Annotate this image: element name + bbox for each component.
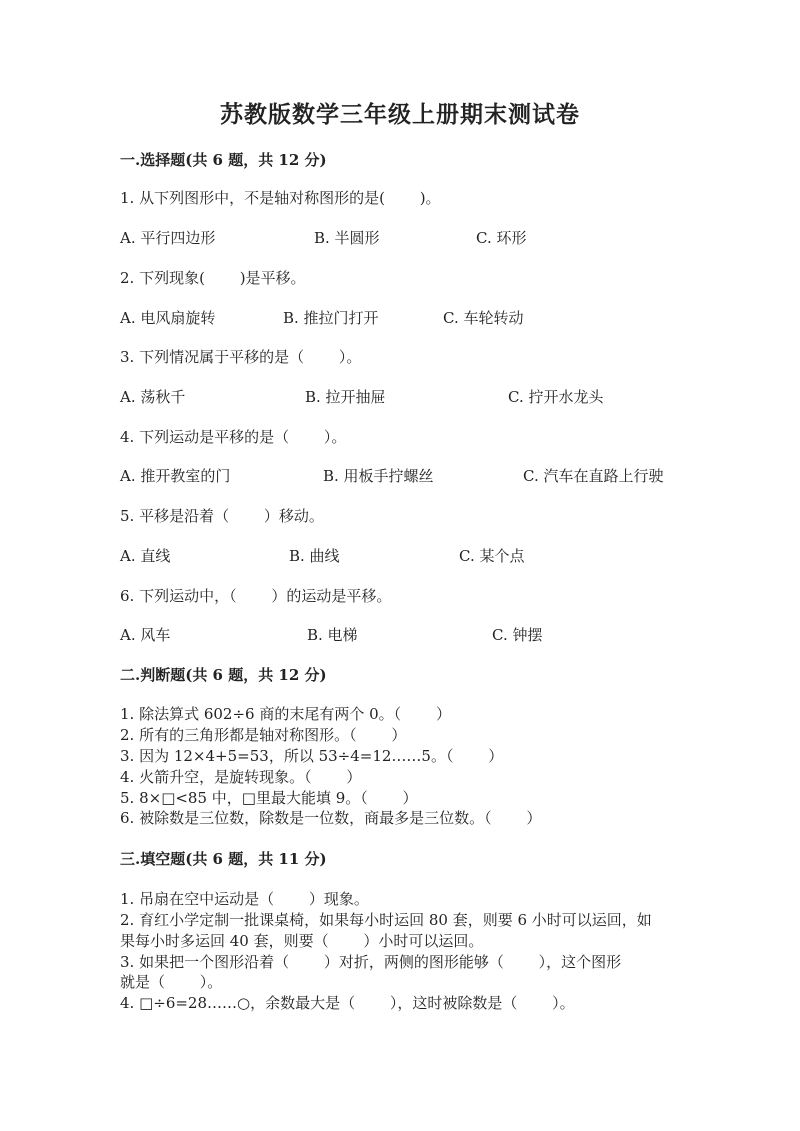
fill-blank-line-2: 2. 育红小学定制一批课桌椅，如果每小时运回 80 套，则要 6 小时可以运回，如 [120, 911, 652, 929]
page-title: 苏教版数学三年级上册期末测试卷 [220, 101, 580, 128]
question-4-option-b: B. 用板手拧螺丝 [323, 467, 434, 485]
question-2: 2. 下列现象( )是平移。 [120, 269, 306, 287]
question-2-option-c: C. 车轮转动 [443, 309, 524, 327]
fill-blank-line-6: 4. □÷6=28……○，余数最大是（ ），这时被除数是（ ）。 [120, 994, 575, 1012]
section-heading-multiple-choice: 一.选择题(共 6 题，共 12 分) [120, 151, 327, 169]
question-3: 3. 下列情况属于平移的是（ ）。 [120, 348, 362, 366]
question-3-option-b: B. 拉开抽屉 [305, 388, 386, 406]
judgment-item-1: 1. 除法算式 602÷6 商的末尾有两个 0。（ ） [120, 705, 451, 723]
question-4-option-a: A. 推开教室的门 [120, 467, 231, 485]
section-heading-fill-blank: 三.填空题(共 6 题，共 11 分) [120, 850, 327, 868]
judgment-item-3: 3. 因为 12×4+5=53，所以 53÷4=12……5。（ ） [120, 747, 504, 765]
question-2-option-b: B. 推拉门打开 [283, 309, 379, 327]
judgment-item-5: 5. 8×□<85 中，□里最大能填 9。（ ） [120, 789, 418, 807]
fill-blank-line-3: 果每小时多运回 40 套，则要（ ）小时可以运回。 [120, 932, 484, 950]
question-3-option-c: C. 拧开水龙头 [508, 388, 604, 406]
question-6-option-c: C. 钟摆 [492, 626, 543, 644]
question-2-option-a: A. 电风扇旋转 [120, 309, 216, 327]
judgment-item-2: 2. 所有的三角形都是轴对称图形。（ ） [120, 726, 407, 744]
question-5-option-c: C. 某个点 [459, 547, 525, 565]
question-5: 5. 平移是沿着（ ）移动。 [120, 507, 324, 525]
question-6-option-a: A. 风车 [120, 626, 171, 644]
question-1-option-b: B. 半圆形 [314, 229, 380, 247]
fill-blank-line-4: 3. 如果把一个图形沿着（ ）对折，两侧的图形能够（ ），这个图形 [120, 953, 622, 971]
judgment-item-6: 6. 被除数是三位数，除数是一位数，商最多是三位数。（ ） [120, 809, 542, 827]
question-6-option-b: B. 电梯 [307, 626, 358, 644]
question-1: 1. 从下列图形中，不是轴对称图形的是( )。 [120, 189, 441, 207]
question-1-option-c: C. 环形 [476, 229, 527, 247]
question-4-option-c: C. 汽车在直路上行驶 [523, 467, 664, 485]
question-5-option-b: B. 曲线 [289, 547, 340, 565]
question-1-option-a: A. 平行四边形 [120, 229, 216, 247]
fill-blank-line-5: 就是（ ）。 [120, 973, 223, 991]
section-heading-true-false: 二.判断题(共 6 题，共 12 分) [120, 666, 327, 684]
judgment-item-4: 4. 火箭升空，是旋转现象。（ ） [120, 768, 362, 786]
question-3-option-a: A. 荡秋千 [120, 388, 186, 406]
question-4: 4. 下列运动是平移的是（ ）。 [120, 428, 347, 446]
question-5-option-a: A. 直线 [120, 547, 171, 565]
question-6: 6. 下列运动中，（ ）的运动是平移。 [120, 587, 392, 605]
fill-blank-line-1: 1. 吊扇在空中运动是（ ）现象。 [120, 890, 369, 908]
